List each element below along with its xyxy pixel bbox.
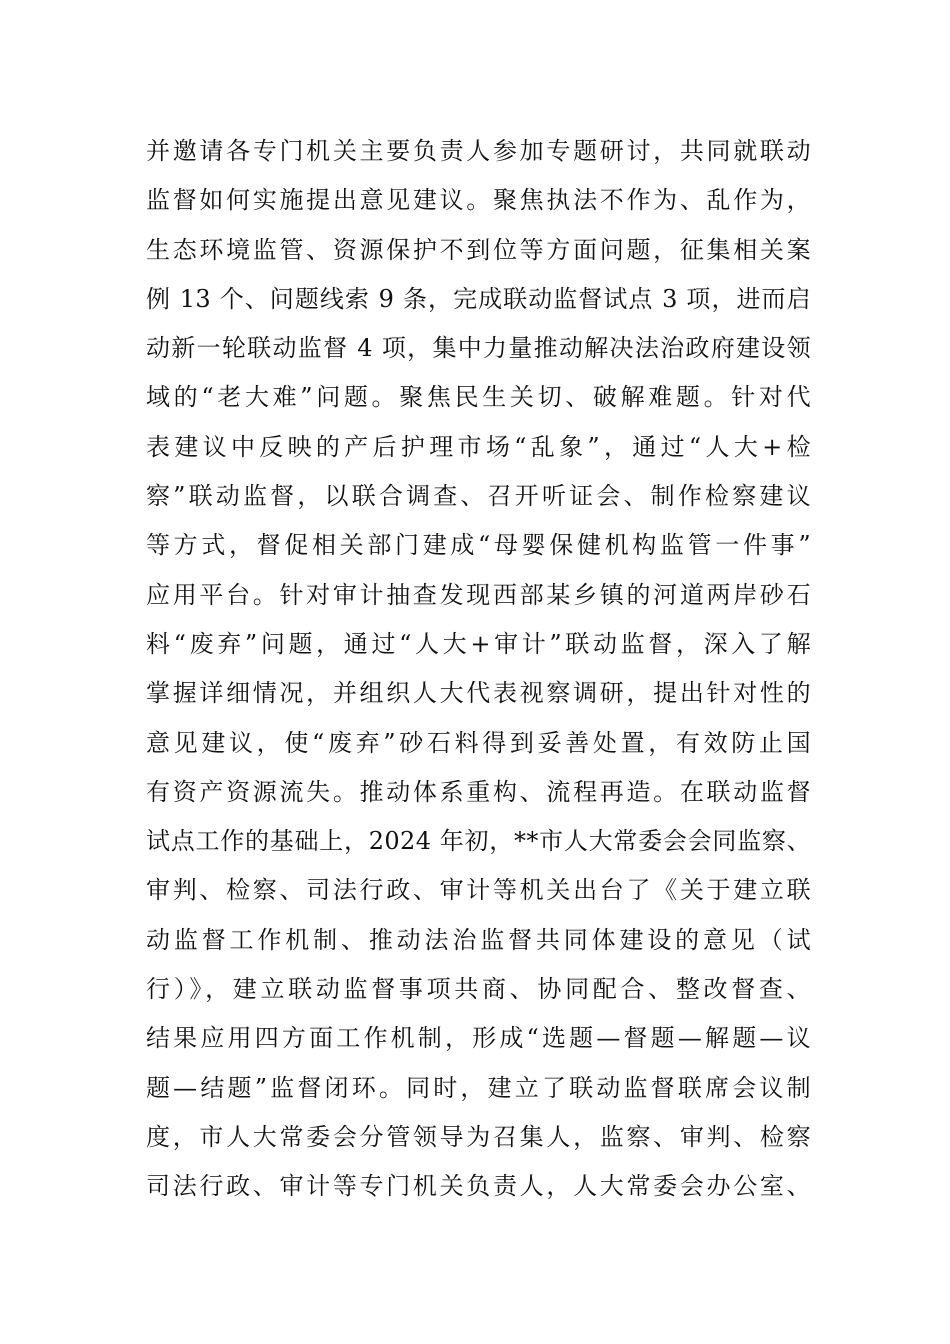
text-line: 料“废弃”问题，通过“人大+审计”联动监督，深入了解 <box>146 629 811 658</box>
text-line: 动监督工作机制、推动法治监督共同体建设的意见（试 <box>146 925 811 954</box>
text-line: 试点工作的基础上，2024 年初，**市人大常委会会同监察、 <box>146 827 811 856</box>
text-line: 并邀请各专门机关主要负责人参加专题研讨，共同就联动 <box>146 137 811 165</box>
text-line: 有资产资源流失。推动体系重构、流程再造。在联动监督 <box>146 777 811 806</box>
text-line: 意见建议，使“废弃”砂石料得到妥善处置，有效防止国 <box>146 728 811 757</box>
text-line: 域的“老大难”问题。聚焦民生关切、破解难题。针对代 <box>146 383 811 412</box>
text-line: 动新一轮联动监督 4 项，集中力量推动解决法治政府建设领 <box>146 334 811 363</box>
text-line: 监督如何实施提出意见建议。聚焦执法不作为、乱作为， <box>146 186 811 215</box>
text-line: 结果应用四方面工作机制，形成“选题—督题—解题—议 <box>146 1024 811 1053</box>
text-line: 例 13 个、问题线索 9 条，完成联动监督试点 3 项，进而启 <box>146 284 811 313</box>
text-line: 等方式，督促相关部门建成“母婴保健机构监管一件事” <box>146 531 811 560</box>
text-line: 审判、检察、司法行政、审计等机关出台了《关于建立联 <box>146 876 811 905</box>
text-line: 司法行政、审计等专门机关负责人，人大常委会办公室、 <box>146 1172 811 1201</box>
text-line: 生态环境监管、资源保护不到位等方面问题，征集相关案 <box>146 235 811 264</box>
text-line: 掌握详细情况，并组织人大代表视察调研，提出针对性的 <box>146 679 811 708</box>
text-line: 察”联动监督，以联合调查、召开听证会、制作检察建议 <box>146 482 811 511</box>
text-line: 度，市人大常委会分管领导为召集人，监察、审判、检察 <box>146 1122 811 1151</box>
text-line: 题—结题”监督闭环。同时，建立了联动监督联席会议制 <box>146 1073 811 1102</box>
body-paragraph <box>146 127 811 1212</box>
text-line: 行）》，建立联动监督事项共商、协同配合、整改督查、 <box>146 975 811 1004</box>
text-line: 应用平台。针对审计抽查发现西部某乡镇的河道两岸砂石 <box>146 580 811 609</box>
text-line: 表建议中反映的产后护理市场“乱象”，通过“人大+检 <box>146 432 811 461</box>
